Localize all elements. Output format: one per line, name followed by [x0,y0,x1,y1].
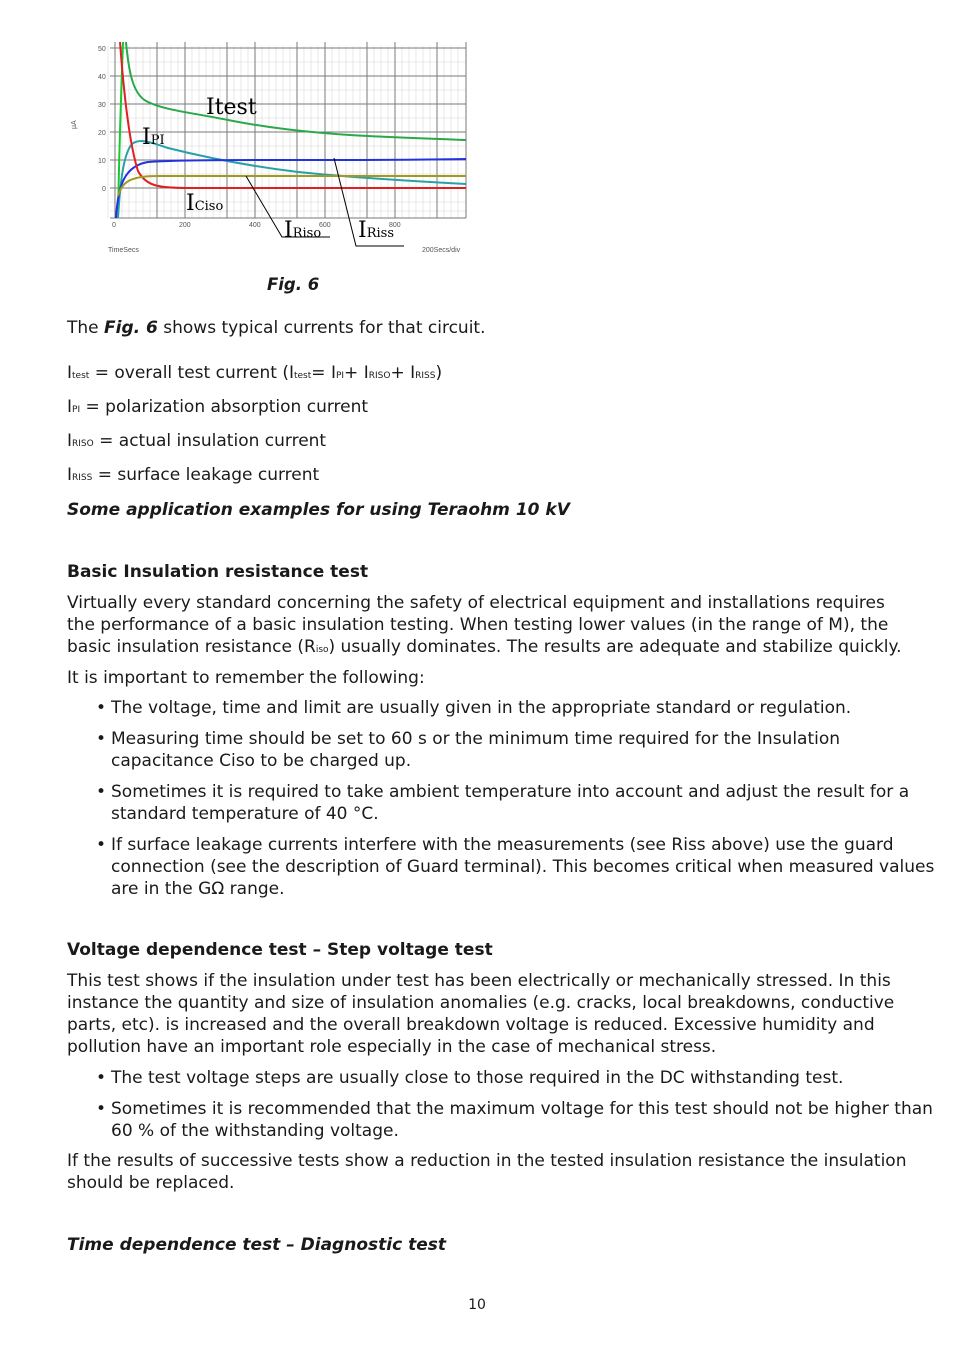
x-tick: 800 [389,222,401,229]
x-tick: 0 [112,222,116,229]
voltage-test-heading: Voltage dependence test – Step voltage test [67,940,493,960]
list-item: • Sometimes it is required to take ambient temperature into account and adjust the result for a standard temperature of 40 °C. [96,782,910,824]
list-item: • If surface leakage currents interfere with the measurements (see Riss above) use the guard connection (see the description of Guard terminal). This becomes critical when measured values are in the GΩ range. [96,835,935,899]
y-tick: 30 [98,102,106,109]
x-axis-left-label: TimeSecs [108,247,139,254]
x-tick: 400 [249,222,261,229]
figure-caption: Fig. 6 [267,275,320,294]
y-tick: 40 [98,74,106,81]
intro-sentence: The Fig. 6 shows typical currents for that circuit. [67,318,486,338]
fig-reference: Fig. 6 [104,318,158,338]
fig6-current-plot [68,36,478,266]
y-tick: 50 [98,46,106,53]
x-tick: 600 [319,222,331,229]
time-test-heading: Time dependence test – Diagnostic test [67,1235,446,1255]
list-item: • The voltage, time and limit are usually given in the appropriate standard or regulation. [96,698,852,718]
label-itest: Itest [206,95,257,120]
definition-ipi: IPI = polarization absorption current [67,397,369,417]
y-unit-label: µA [71,120,78,129]
definition-itest: Itest = overall test current (Itest= IPI+ IRISO+ IRISS) [67,363,443,383]
x-axis-right-label: 200Secs/div [422,247,461,254]
basic-test-heading: Basic Insulation resistance test [67,562,369,582]
curve-itest [126,42,466,140]
plot-svg [68,36,478,266]
voltage-test-paragraph: This test shows if the insulation under test has been electrically or mechanically stressed. In this instance the quantity and size of insulation anomalies (e.g. cracks, local breakdowns, conductive parts, etc). is increased and the overall breakdown voltage is reduced. Excessive humidity and pollution have an important role especially in the case of mechanical stress. [67,971,895,1057]
current-definitions [67,362,917,498]
definition-iriso: IRISO = actual insulation current [67,431,327,451]
list-item: • Measuring time should be set to 60 s or the minimum time required for the Insulation capacitance Ciso to be charged up. [96,729,841,771]
definition-iriss: IRISS = surface leakage current [67,465,320,485]
label-iriso: IRiso [284,218,322,243]
label-iriss: IRiss [358,218,394,243]
curve-iriss [118,176,466,196]
voltage-test-bullets [67,1067,946,1151]
y-tick-labels [71,46,106,193]
curve-ipi [118,141,466,218]
y-tick: 0 [102,186,106,193]
remember-intro: It is important to remember the following: [67,668,425,688]
page-number: 10 [468,1297,486,1313]
label-iciso: ICiso [186,191,224,216]
curves [116,42,466,218]
curve-labels [142,95,394,243]
examples-heading: Some application examples for using Teraohm 10 kV [67,500,570,520]
list-item: • Sometimes it is recommended that the maximum voltage for this test should not be higher than 60 % of the withstanding voltage. [96,1099,933,1141]
label-ipi: IPI [142,125,165,150]
x-tick: 200 [179,222,191,229]
basic-test-paragraph: Virtually every standard concerning the safety of electrical equipment and installations requires the performance of a basic insulation testing. When testing lower values (in the range of M), the basic insulation resistance (Riso) usually dominates. The results are adequate and stabilize quickly. [67,593,902,657]
voltage-test-conclusion: If the results of successive tests show a reduction in the tested insulation resistance the insulation should be replaced. [67,1151,907,1193]
list-item: • The test voltage steps are usually close to those required in the DC withstanding test. [96,1068,844,1088]
y-tick: 10 [98,158,106,165]
basic-test-bullets [67,697,946,909]
curve-iciso [120,42,466,188]
y-tick: 20 [98,130,106,137]
